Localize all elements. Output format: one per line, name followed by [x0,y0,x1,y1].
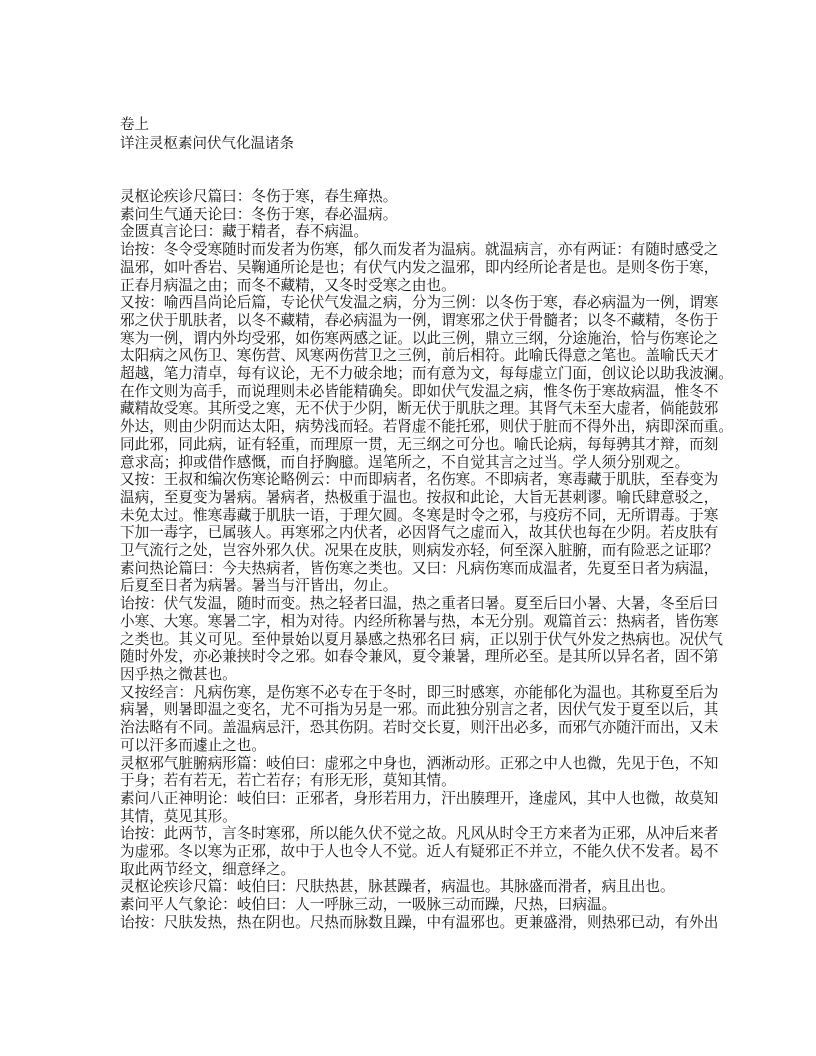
text-line: 外达，则由少阴而达太阳，病势浅而轻。若肾虚不能托邪，则伏于脏而不得外出，病即深而重。 [120,418,733,436]
paragraph [120,896,733,914]
text-line: 其情，莫见其形。 [120,807,237,825]
text-line: 诒按：尺肤发热，热在阴也。尺热而脉数且躁，中有温邪也。更兼盛滑，则热邪已动，有外出 [120,913,719,931]
text-line: 因乎热之微甚也。 [120,665,237,683]
text-line: 可以汗多而遽止之也。 [120,736,266,754]
text-line: 随时外发，亦必兼挟时令之邪。如春令兼风，夏令兼暑，理所必至。是其所以异名者，固不第 [120,648,719,666]
text-line: 为虚邪。冬以寒为正邪，故中于人也令人不觉。近人有疑邪正不并立，不能久伏不发者。曷不 [120,843,719,861]
text-line: 在作文则为高手，而说理则未必皆能精确矣。即如伏气发温之病，惟冬伤于寒故病温，惟冬不 [120,382,719,400]
text-line: 诒按：伏气发温，随时而变。热之轻者曰温，热之重者曰暑。夏至后曰小暑、大暑，冬至后曰 [120,595,719,613]
paragraph [120,684,733,755]
text-line: 卫气流行之处，岂容外邪久伏。况果在皮肤，则病发亦轻，何至深入脏腑，而有险恶之证耶？ [120,542,719,560]
text-line: 素问八正神明论：岐伯曰：正邪者，身形若用力，汗出腠理开，逢虚风，其中人也微，故莫知 [120,789,719,807]
text-line: 治法略有不同。盖温病忌汗，恐其伤阴。若时交长夏，则汗出必多，而邪气亦随汗而出，又未 [120,719,719,737]
paragraph [120,755,733,790]
text-line: 后夏至日者为病暑。暑当与汗皆出，勿止。 [120,577,398,595]
text-line: 寒为一例，谓内外均受邪，如伤寒两感之证。以此三例，鼎立三纲，分途施治，恰与伤寒论之 [120,329,719,347]
text-line: 藏精故受寒。其所受之寒，无不伏于少阴，断无伏于肌肤之理。其肾气未至大虚者，倘能鼓邪 [120,400,719,418]
text-line: 小寒、大寒。寒暑二字，相为对待。内经所称暑与热，本无分别。观篇首云：热病者，皆伤寒 [120,612,719,630]
paragraph [120,914,733,932]
paragraph [120,206,733,224]
text-line: 于身；若有若无，若亡若存；有形无形，莫知其情。 [120,772,456,790]
text-line: 未免太过。惟寒毒藏于肌肤一语，于理欠圆。冬寒是时令之邪，与疫疠不同，无所谓毒。于寒 [120,506,719,524]
text-line: 之类也。其义可见。至仲景始以夏月暴感之热邪名曰 病，正以别于伏气外发之热病也。况伏气 [120,630,723,648]
text-line: 病暑，则暑即温之变名，尤不可指为另是一邪。而此独分别言之者，因伏气发于夏至以后，其 [120,701,719,719]
text-line: 超越，笔力清卓，每有议论，无不力破余地；而有意为文，每每虚立门面，创议论以助我波澜。 [120,365,733,383]
volume-label: 卷上 [120,117,149,133]
paragraph [120,241,733,294]
text-line: 素问热论篇曰：今夫热病者，皆伤寒之类也。又曰：凡病伤寒而成温者，先夏至日者为病温， [120,559,719,577]
page-header [120,116,294,154]
text-line: 邪之伏于肌肤者，以冬不藏精，春必病温为一例，谓寒邪之伏于骨髓者；以冬不藏精，冬伤于 [120,311,719,329]
paragraph [120,790,733,825]
text-line: 素问生气通天论曰：冬伤于寒，春必温病。 [120,205,398,223]
chapter-title: 详注灵枢素问伏气化温诸条 [120,136,294,152]
text-line: 又按：王叔和编次伤寒论略例云：中而即病者，名伤寒。不即病者，寒毒藏于肌肤，至春变为 [120,471,719,489]
paragraph [120,595,733,684]
text-line: 温邪，如叶香岩、吴鞠通所论是也；有伏气内发之温邪，即内经所论者是也。是则冬伤于寒， [120,258,719,276]
text-line: 温病，至夏变为暑病。暑病者，热极重于温也。按叔和此论，大旨无甚刺谬。喻氏肆意驳之， [120,488,719,506]
document-body [120,188,733,932]
text-line: 灵枢邪气脏腑病形篇：岐伯曰：虚邪之中身也，洒淅动形。正邪之中人也微，先见于色，不知 [120,754,719,772]
paragraph [120,188,733,206]
text-line: 又按经言：凡病伤寒，是伤寒不必专在于冬时，即三时感寒，亦能郁化为温也。其称夏至后为 [120,683,719,701]
text-line: 灵枢论疾诊尺篇曰：冬伤于寒，春生瘅热。 [120,188,398,205]
text-line: 又按：喻西昌尚论后篇，专论伏气发温之病，分为三例：以冬伤于寒，春必病温为一例，谓寒 [120,294,719,312]
text-line: 意求高；抑或借作感慨，而自抒胸臆。逞笔所之，不自觉其言之过当。学人须分别观之。 [120,453,690,471]
text-line: 太阳病之风伤卫、寒伤营、风寒两伤营卫之三例，前后相符。此喻氏得意之笔也。盖喻氏天才 [120,347,719,365]
paragraph [120,223,733,241]
text-line: 下加一毒字，已属骇人。再寒邪之内伏者，必因肾气之虚而入，故其伏也每在少阴。若皮肤有 [120,524,719,542]
paragraph [120,825,733,878]
text-line: 诒按：冬令受寒随时而发者为伤寒，郁久而发者为温病。就温病言，亦有两证：有随时感受之 [120,241,719,259]
text-line: 素问平人气象论：岐伯曰：人一呼脉三动，一吸脉三动而躁，尺热，曰病温。 [120,896,617,914]
text-line: 金匮真言论曰：藏于精者，春不病温。 [120,223,369,241]
paragraph [120,294,733,471]
text-line: 同此邪，同此病，证有轻重，而理原一贯，无三纲之可分也。喻氏论病，每每骋其才辩，而刻 [120,435,719,453]
text-line: 取此两节经文，细意绎之。 [120,860,296,878]
paragraph [120,560,733,595]
paragraph [120,878,733,896]
text-line: 灵枢论疾诊尺篇：岐伯曰：尺肤热甚，脉甚躁者，病温也。其脉盛而滑者，病且出也。 [120,878,675,896]
text-line: 诒按：此两节，言冬时寒邪，所以能久伏不觉之故。凡风从时令王方来者为正邪，从冲后来者 [120,825,719,843]
text-line: 正春月病温之由；而冬不藏精，又冬时受寒之由也。 [120,276,456,294]
paragraph [120,471,733,560]
